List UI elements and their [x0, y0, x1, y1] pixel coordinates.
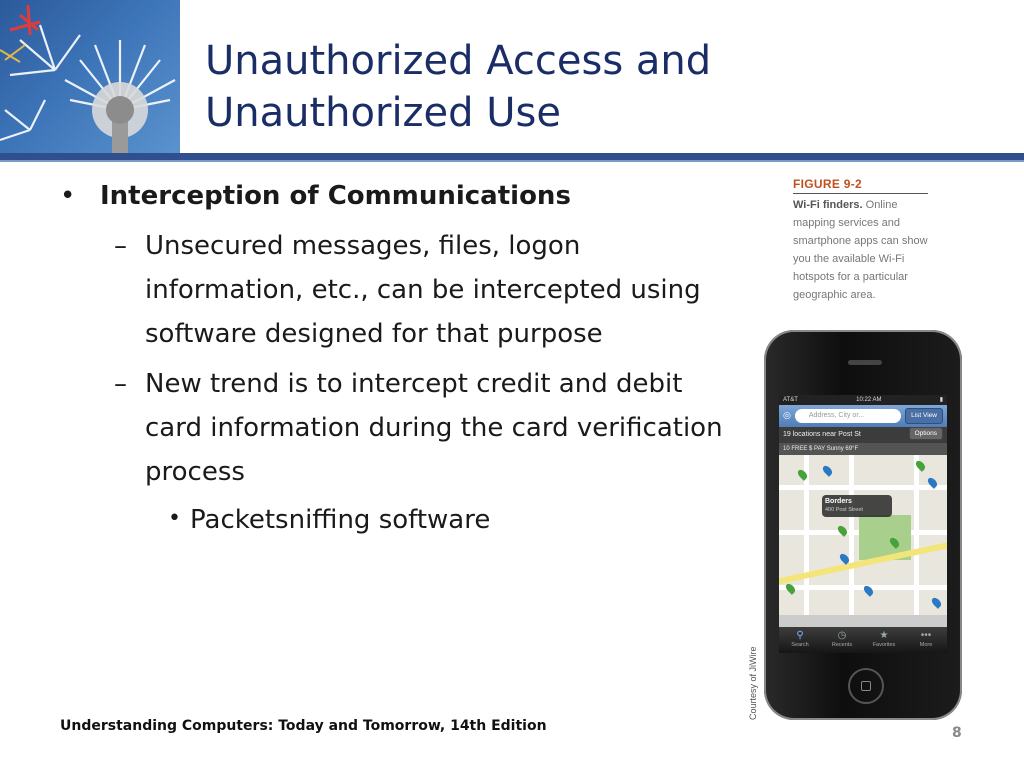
header-divider — [0, 153, 1024, 162]
bullet-text: Packetsniffing software — [190, 505, 491, 535]
location-callout — [822, 495, 892, 517]
map-pin-icon — [821, 464, 834, 477]
smartphone-image — [764, 330, 962, 720]
title-line-2: Unauthorized Use — [205, 90, 561, 136]
status-bar — [779, 395, 947, 405]
bullet-text: Interception of Communications — [100, 181, 571, 211]
map-view — [779, 455, 947, 615]
callout-subtitle: 400 Post Street — [825, 507, 863, 513]
dandelion-icon — [0, 0, 180, 155]
slide-title — [205, 35, 995, 139]
bullet-text: Unsecured messages, files, logon information, etc., can be intercepted using software designed for that purpose — [145, 231, 701, 349]
clock-icon: ◷ — [837, 630, 847, 641]
dash-marker: – — [114, 231, 127, 261]
phone-speaker — [848, 360, 882, 365]
footer-text: Understanding Computers: Today and Tomorrow, 14th Edition — [60, 718, 547, 734]
location-count: 19 locations near Post St — [783, 431, 861, 438]
tab-recents: ◷ Recents — [821, 627, 863, 653]
tab-favorites: ★ Favorites — [863, 627, 905, 653]
tab-more: ••• More — [905, 627, 947, 653]
filter-bar: 10 FREE $ PAY Sunny 69°F — [779, 443, 947, 455]
map-pin-icon — [930, 596, 943, 609]
search-icon: ⚲ — [796, 630, 804, 641]
bullet-marker: • — [60, 181, 76, 211]
carrier-text: AT&T — [783, 397, 798, 403]
page-number: 8 — [952, 725, 962, 741]
bullet-level2 — [60, 224, 740, 356]
phone-tab-bar — [779, 627, 947, 653]
bullet-list — [60, 178, 740, 540]
battery-icon: ▮ — [939, 397, 943, 403]
tab-search: ⚲ Search — [779, 627, 821, 653]
caption-text: Online mapping services and smartphone apps can show you the available Wi-Fi hotspots for a particular geographic area. — [793, 199, 928, 301]
caption-bold: Wi-Fi finders. — [793, 199, 863, 211]
figure-label: FIGURE 9-2 — [793, 177, 928, 194]
more-icon: ••• — [920, 630, 932, 641]
search-input: Address, City or... — [795, 409, 901, 423]
bullet-marker: • — [168, 506, 181, 531]
star-icon: ★ — [879, 630, 889, 641]
clock-text: 10:22 AM — [856, 397, 882, 403]
title-line-1: Unauthorized Access and — [205, 38, 712, 84]
bullet-text: New trend is to intercept credit and debit card information during the card verification process — [145, 369, 723, 487]
phone-screen — [779, 395, 947, 653]
dandelion-logo-image — [0, 0, 180, 155]
figure-caption — [793, 196, 928, 304]
bullet-level3 — [60, 500, 740, 540]
location-bar — [779, 427, 947, 443]
list-view-button: List View — [905, 408, 943, 424]
locate-icon: ◎ — [783, 411, 791, 421]
callout-title: Borders — [825, 498, 852, 505]
bullet-level1 — [60, 178, 740, 214]
search-bar — [779, 405, 947, 427]
image-credit: Courtesy of JiWire — [748, 646, 758, 720]
home-button — [848, 668, 884, 704]
dash-marker: – — [114, 369, 127, 399]
options-button: Options — [909, 427, 943, 440]
bullet-level2 — [60, 362, 740, 494]
